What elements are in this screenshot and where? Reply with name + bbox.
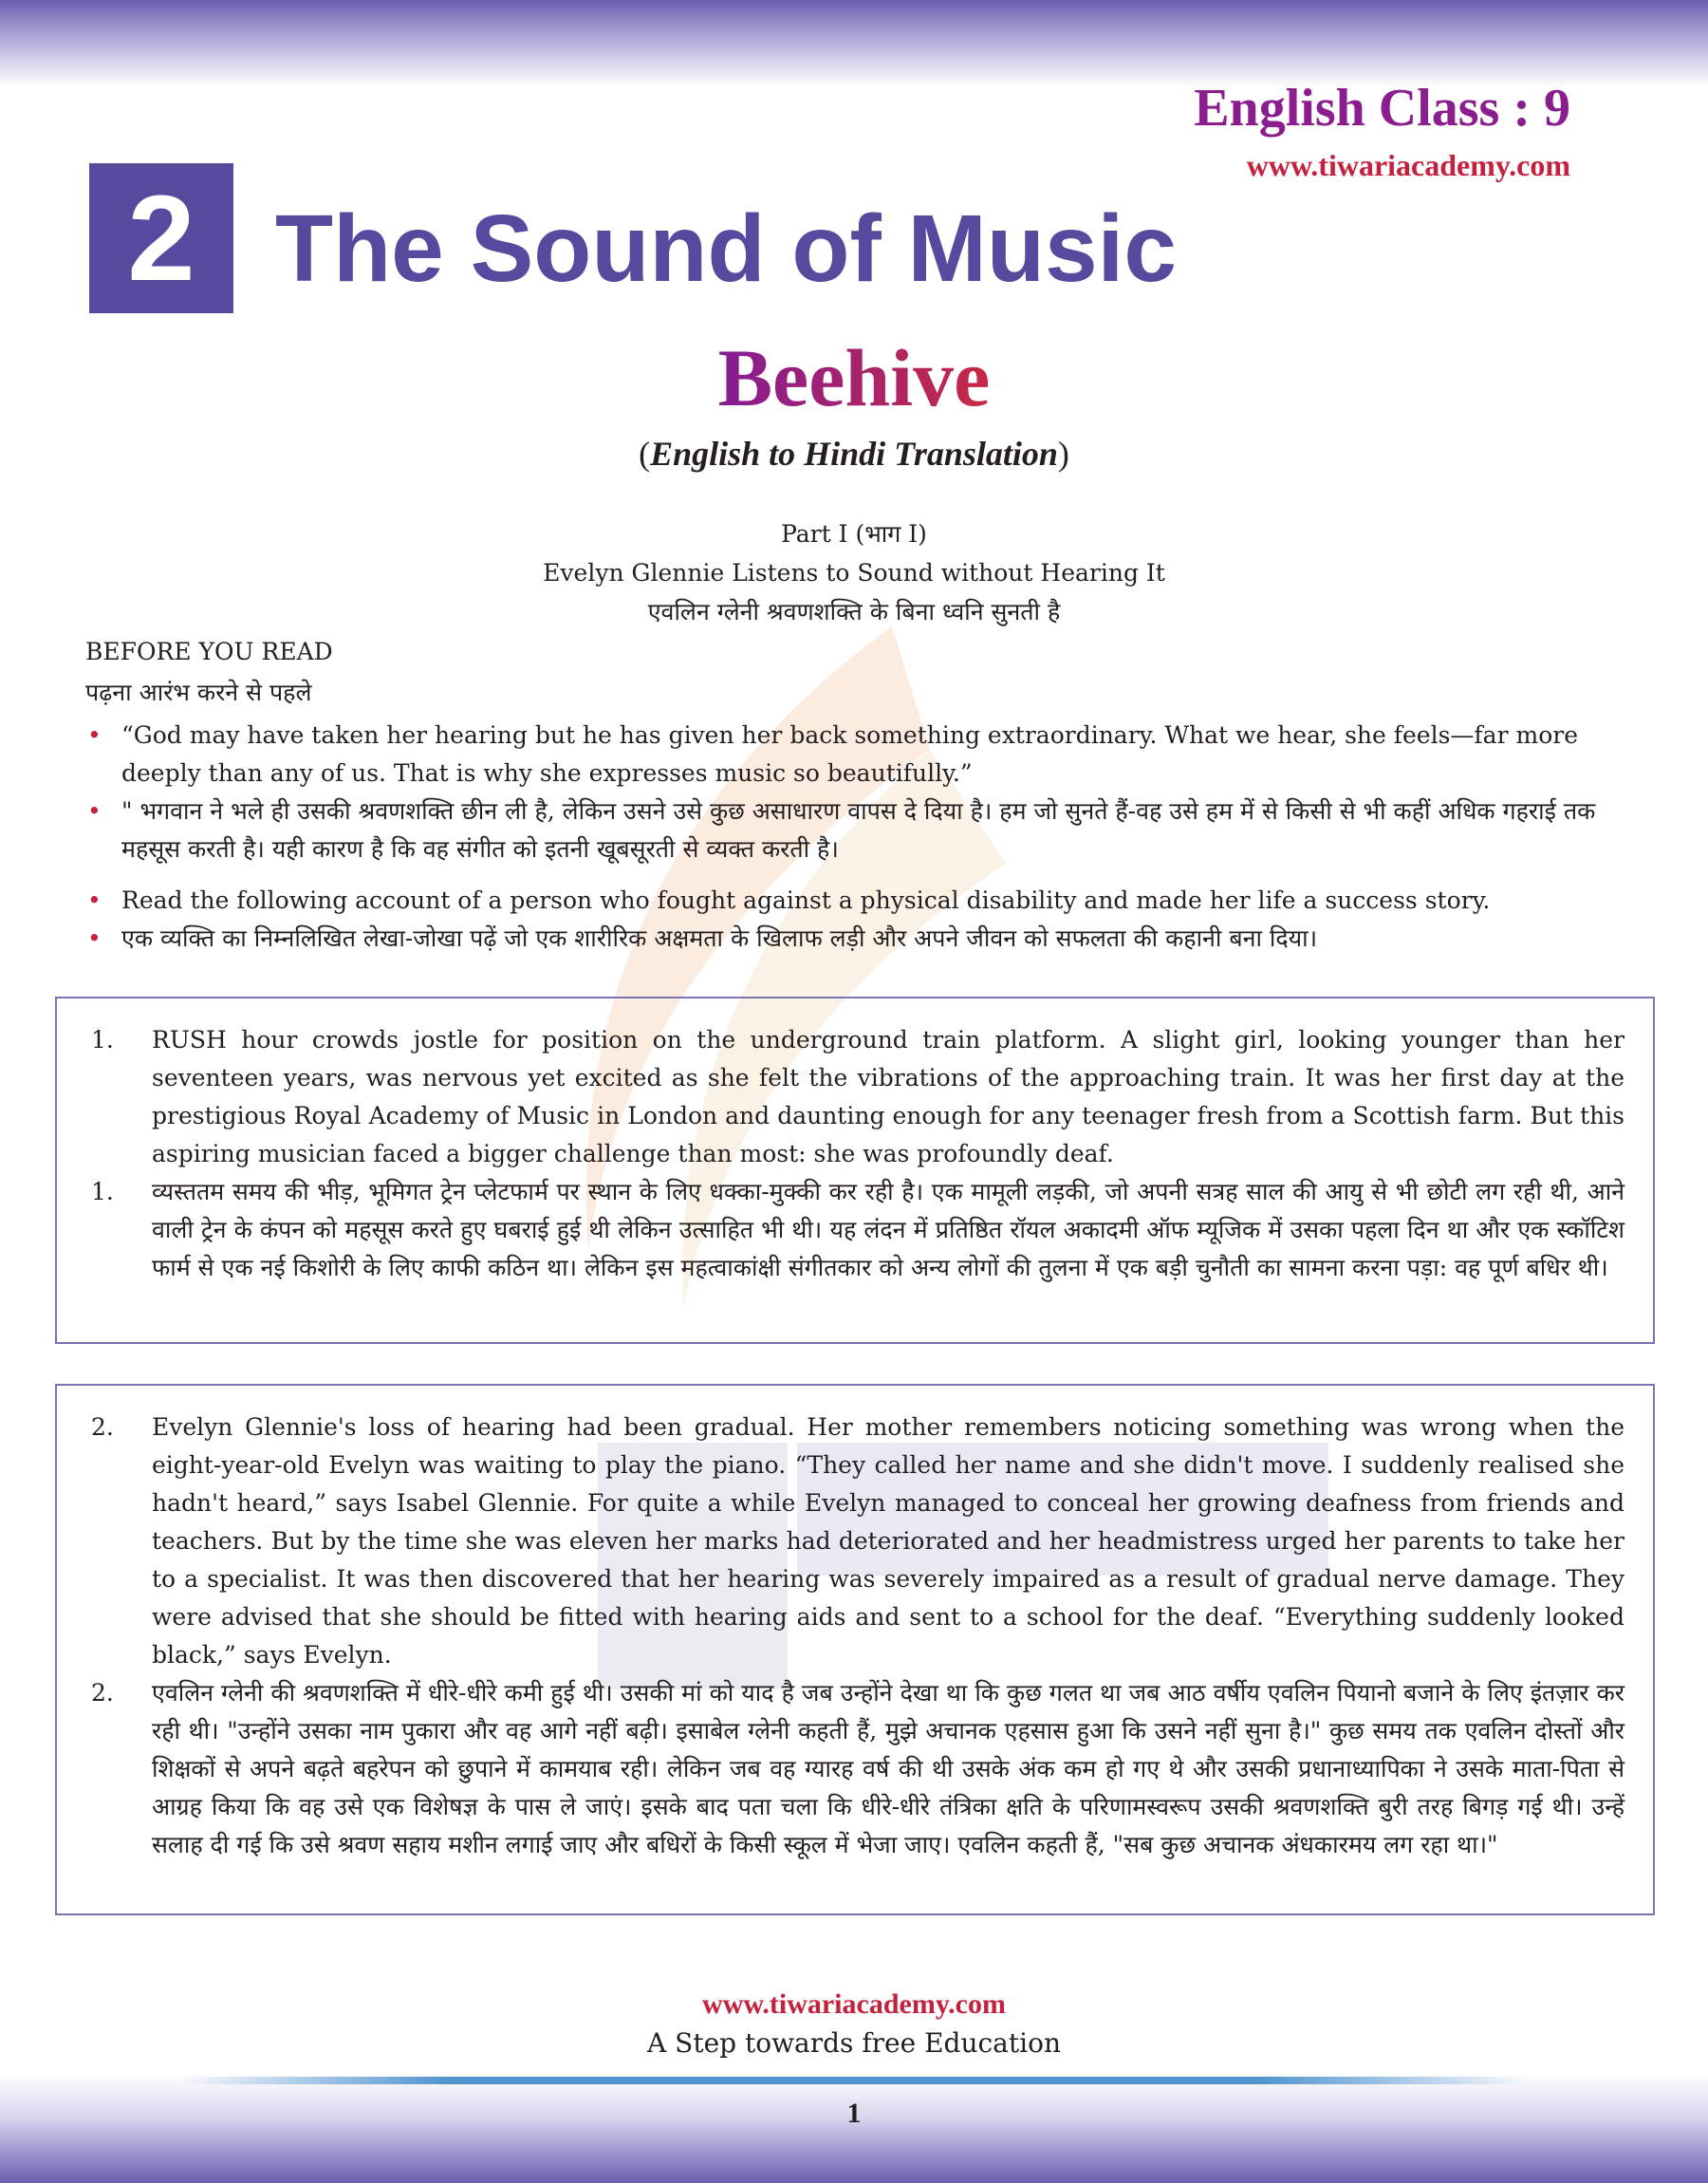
paragraph-number: 2. <box>91 1413 114 1441</box>
header-site-url[interactable]: www.tiwariacademy.com <box>1246 147 1570 182</box>
paragraph-en <box>57 1409 1653 1674</box>
footer-tagline: A Step towards free Education <box>647 2027 1061 2059</box>
part-title-en: Evelyn Glennie Listens to Sound without Hearing It <box>543 559 1165 587</box>
before-read-heading-en: BEFORE YOU READ <box>85 638 333 665</box>
chapter-number: 2 <box>127 170 195 307</box>
part-heading <box>0 514 1708 631</box>
paragraph-box-1 <box>55 997 1655 1344</box>
subtitle-close-paren: ) <box>1057 435 1069 473</box>
paragraph-en <box>57 1021 1653 1173</box>
paragraph-hi <box>57 1674 1653 1864</box>
footer-site-url[interactable]: www.tiwariacademy.com <box>702 1988 1006 2020</box>
page-number: 1 <box>846 2098 862 2129</box>
subtitle-text: English to Hindi Translation <box>650 435 1058 473</box>
class-label: English Class : 9 <box>1194 79 1570 138</box>
translation-subtitle <box>0 434 1708 474</box>
paragraph-text-en: RUSH hour crowds jostle for position on the underground train platform. A slight girl, looking younger than her seventeen years, was nervous yet excited as she felt the vibrations of the approaching train. It was her first day at the prestigious Royal Academy of Music in London and daunting enough for any teenager fresh from a Scottish farm. But this aspiring musician faced a bigger challenge than most: she was profoundly deaf. <box>152 1026 1624 1167</box>
before-read-list <box>85 717 1623 958</box>
chapter-title: The Sound of Music <box>275 196 1177 302</box>
paragraph-text-en: Evelyn Glennie's loss of hearing had been gradual. Her mother remembers noticing something was wrong when the eight-year-old Evelyn was waiting to play the piano. “They called her name and she didn't move. I suddenly realised she hadn't heard,” says Isabel Glennie. For quite a while Evelyn managed to conceal her growing deafness from friends and teachers. But by the time she was eleven her marks had deteriorated and her headmistress urged her parents to take her to a specialist. It was then discovered that her hearing was severely impaired as a result of gradual nerve damage. They were advised that she should be fitted with hearing aids and sent to a school for the deaf. “Everything suddenly looked black,” says Evelyn. <box>152 1413 1624 1669</box>
part-label: Part I (भाग I) <box>781 520 927 548</box>
list-item: • एक व्यक्ति का निम्नलिखित लेखा-जोखा पढ़ें जो एक शारीरिक अक्षमता के खिलाफ लड़ी और अपने जीवन को सफलता की कहानी बना दिया। <box>85 920 1623 958</box>
paragraph-number: 1. <box>91 1178 114 1205</box>
list-item: • “God may have taken her hearing but he has given her back something extraordinary. What we hear, she feels—far more deeply than any of us. That is why she expresses music so beautifully.” <box>85 717 1623 793</box>
chapter-number-badge <box>89 163 233 313</box>
list-item: • Read the following account of a person who fought against a physical disability and made her life a success story. <box>85 882 1623 920</box>
paragraph-text-hi: व्यस्ततम समय की भीड़, भूमिगत ट्रेन प्लेटफार्म पर स्थान के लिए धक्का-मुक्की कर रही है। एक मामूली लड़की, जो अपनी सत्रह साल की आयु से भी छोटी लग रही थी, आने वाली ट्रेन के कंपन को महसूस करते हुए घबराई हुई थी लेकिन उत्साहित भी थी। यह लंदन में प्रतिष्ठित रॉयल अकादमी ऑफ म्यूजिक में उसका पहला दिन था और एक स्कॉटिश फार्म से एक नई किशोरी के लिए काफी कठिन था। लेकिन इस महत्वाकांक्षी संगीतकार को अन्य लोगों की तुलना में एक बड़ी चुनौती का सामना करना पड़ा: वह पूर्ण बधिर थी। <box>152 1178 1624 1281</box>
part-title-hi: एवलिन ग्लेनी श्रवणशक्ति के बिना ध्वनि सुनती है <box>647 598 1061 625</box>
header-brand <box>1194 80 1570 183</box>
subtitle-open-paren: ( <box>639 435 651 473</box>
top-gradient-band <box>0 0 1708 87</box>
list-item: • " भगवान ने भले ही उसकी श्रवणशक्ति छीन ली है, लेकिन उसने उसे कुछ असाधारण वापस दे दिया है। हम जो सुनते हैं-वह उसे हम में से किसी से भी कहीं अधिक गहराई तक महसूस करती है। यही कारण है कि वह संगीत को इतनी खूबसूरती से व्यक्त करती है। <box>85 793 1623 868</box>
footer-divider <box>180 2077 1528 2084</box>
paragraph-number: 1. <box>91 1026 114 1054</box>
paragraph-hi <box>57 1173 1653 1287</box>
paragraph-box-2 <box>55 1384 1655 1915</box>
paragraph-text-hi: एवलिन ग्लेनी की श्रवणशक्ति में धीरे-धीरे कमी हुई थी। उसकी मां को याद है जब उन्होंने देखा था कि कुछ गलत था जब आठ वर्षीय एवलिन पियानो बजाने के लिए इंतज़ार कर रही थी। "उन्होंने उसका नाम पुकारा और वह आगे नहीं बढ़ी। इसाबेल ग्लेनी कहती हैं, मुझे अचानक एहसास हुआ कि उसने नहीं सुना है।" कुछ समय तक एवलिन दोस्तों और शिक्षकों से अपने बढ़ते बहरेपन को छुपाने में कामयाब रही। लेकिन जब वह ग्यारह वर्ष की थी उसके अंक कम हो गए थे और उसकी प्रधानाध्यापिका ने उसके माता-पिता से आग्रह किया कि वह उसे एक विशेषज्ञ के पास ले जाएं। इसके बाद पता चला कि धीरे-धीरे तंत्रिका क्षति के परिणामस्वरूप उसकी श्रवणशक्ति बुरी तरह बिगड़ गई थी। उन्हें सलाह दी गई कि उसे श्रवण सहाय मशीन लगाई जाए और बधिरों के किसी स्कूल में भेजा जाए। एवलिन कहती हैं, "सब कुछ अचानक अंधकारमय लग रहा था।" <box>152 1679 1624 1858</box>
paragraph-number: 2. <box>91 1679 114 1707</box>
book-title: Beehive <box>0 337 1708 419</box>
before-read-heading-hi: पढ़ना आरंभ करने से पहले <box>85 679 312 706</box>
